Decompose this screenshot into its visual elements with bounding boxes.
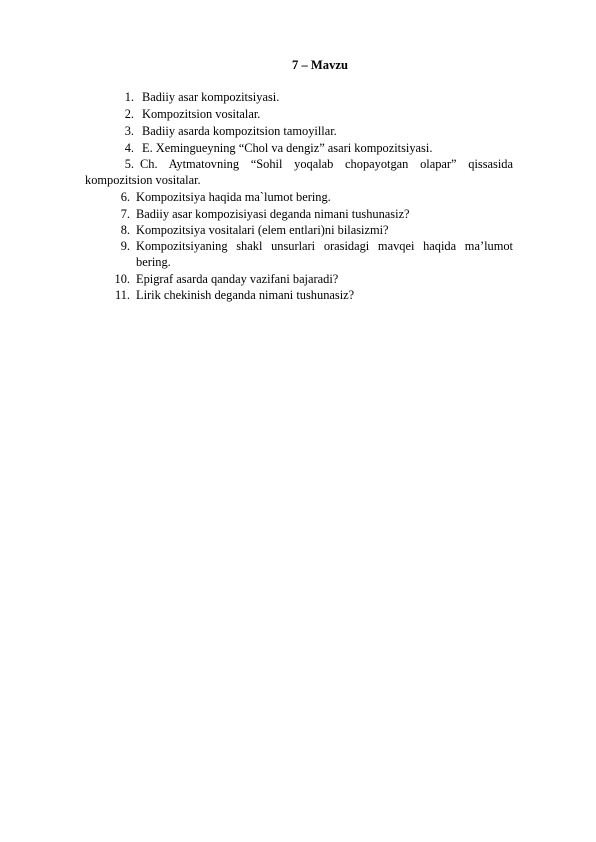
item-number: 2. [124,107,134,121]
item-text: Badiiy asar kompozisiyasi deganda nimani tushunasiz? [136,207,410,221]
item-number: 9. [120,239,130,253]
item-text: Lirik chekinish deganda nimani tushunasiz? [136,288,355,302]
item-text: bering. [136,255,171,269]
item-number: 8. [120,223,130,237]
item-text: Kompozitsiya vositalari (elem entlari)ni bilasizmi? [136,223,389,237]
item-text: E. Xemingueyning “Chol va dengiz” asari kompozitsiyasi. [142,141,433,155]
item-number: 7. [120,207,130,221]
item-number: 4. [124,141,134,155]
item-number: 3. [124,124,134,138]
item-text: Kompozitsiya haqida ma`lumot bering. [136,190,331,204]
item-number: 5. [124,157,134,171]
item-number: 11. [114,288,130,302]
item-text: Ch. Aytmatovning “Sohil yoqalab chopayotgan olapar” qissasida [140,157,513,171]
item-number: 6. [120,190,130,204]
item-text: kompozitsion vositalar. [85,173,201,187]
page-title: 7 – Mavzu [292,58,348,72]
item-text: Epigraf asarda qanday vazifani bajaradi? [136,272,339,286]
item-number: 10. [114,272,130,286]
item-number: 1. [124,90,134,104]
item-text: Badiiy asarda kompozitsion tamoyillar. [142,124,337,138]
item-text: Kompozitsion vositalar. [142,107,261,121]
item-text: Kompozitsiyaning shakl unsurlari orasidagi mavqei haqida ma’lumot [136,239,513,253]
item-text: Badiiy asar kompozitsiyasi. [142,90,280,104]
